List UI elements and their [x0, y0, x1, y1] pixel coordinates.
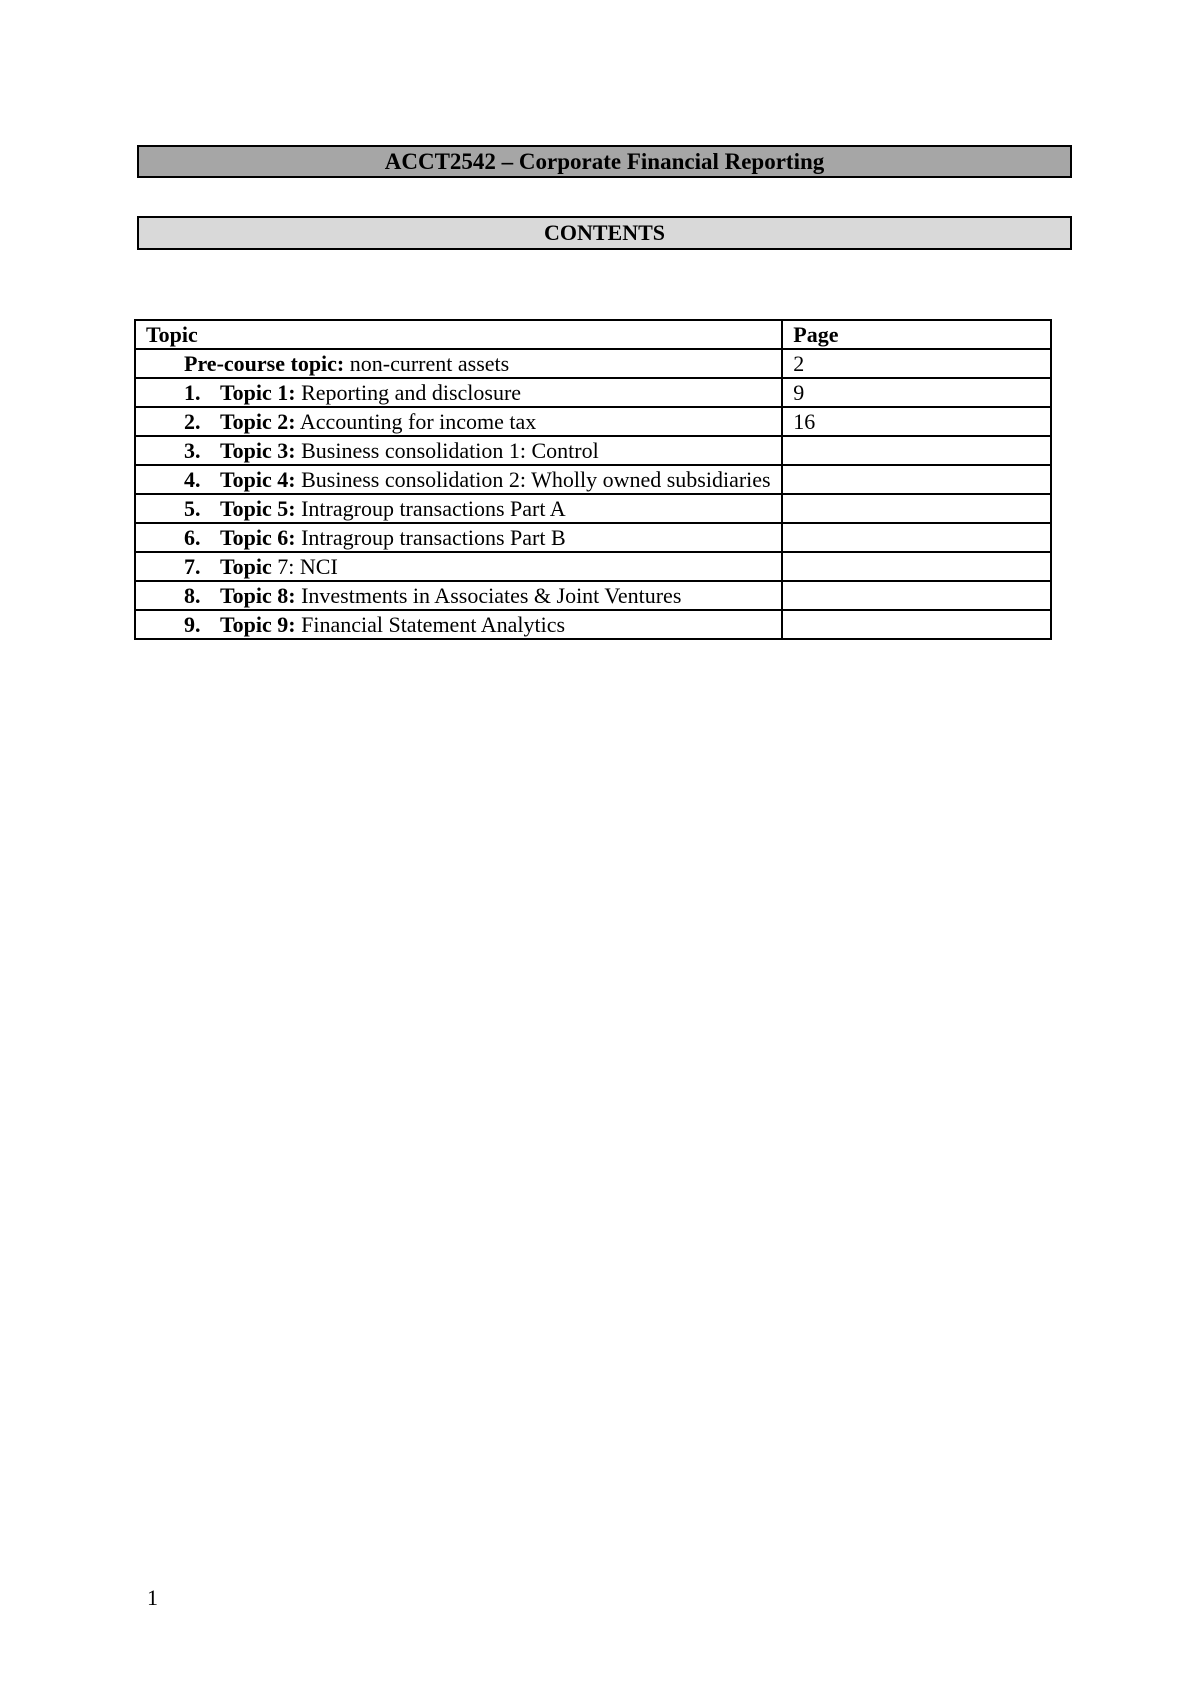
- topic-cell: [135, 407, 782, 436]
- page-cell: 16: [782, 407, 1051, 436]
- topic-cell: [135, 494, 782, 523]
- table-row: [135, 494, 1051, 523]
- topic-number: 1.: [184, 380, 201, 405]
- topic-cell: [135, 436, 782, 465]
- topic-label: Topic 8:: [220, 583, 296, 608]
- topic-cell: [135, 523, 782, 552]
- topic-cell: [135, 465, 782, 494]
- page-cell: [782, 610, 1051, 639]
- table-row: [135, 436, 1051, 465]
- topic-number: 5.: [184, 496, 201, 521]
- topic-entry: [146, 553, 771, 580]
- table-row: [135, 378, 1051, 407]
- topic-entry: [146, 524, 771, 551]
- topic-label: Topic 9:: [220, 612, 296, 637]
- topic-entry: [146, 611, 771, 638]
- topic-cell: [135, 581, 782, 610]
- topic-entry: [146, 437, 771, 464]
- topic-number: 9.: [184, 612, 201, 637]
- table-row: [135, 407, 1051, 436]
- document-title: ACCT2542 – Corporate Financial Reporting: [137, 145, 1072, 178]
- topic-text: Reporting and disclosure: [295, 380, 522, 405]
- topic-cell: [135, 552, 782, 581]
- topic-text: Business consolidation 1: Control: [295, 438, 599, 463]
- topic-label: Topic 5:: [220, 496, 296, 521]
- page-cell: [782, 494, 1051, 523]
- topic-text: Business consolidation 2: Wholly owned subsidiaries: [295, 467, 771, 492]
- topic-label: Topic 4:: [220, 467, 296, 492]
- column-header-page: Page: [782, 320, 1051, 349]
- topic-text: Accounting for income tax: [295, 409, 537, 434]
- topic-entry: [146, 379, 771, 406]
- topic-text: 7: NCI: [271, 554, 338, 579]
- topic-number: 2.: [184, 409, 201, 434]
- page-cell: [782, 523, 1051, 552]
- table-row: [135, 523, 1051, 552]
- topic-cell: [135, 610, 782, 639]
- page-cell: [782, 552, 1051, 581]
- topic-number: 4.: [184, 467, 201, 492]
- table-header-row: [135, 320, 1051, 349]
- page-cell: [782, 465, 1051, 494]
- contents-heading: CONTENTS: [137, 216, 1072, 250]
- page-number: 1: [147, 1585, 158, 1610]
- topic-label: Topic 2:: [220, 409, 296, 434]
- topic-entry: [146, 408, 771, 435]
- column-header-topic: Topic: [135, 320, 782, 349]
- topic-entry: [146, 582, 771, 609]
- topic-entry: [146, 495, 771, 522]
- table-row: [135, 581, 1051, 610]
- page-cell: 9: [782, 378, 1051, 407]
- topic-number: 3.: [184, 438, 201, 463]
- contents-table: [134, 319, 1052, 640]
- topic-number: 8.: [184, 583, 201, 608]
- topic-entry: [146, 350, 771, 377]
- topic-label: Topic 3:: [220, 438, 296, 463]
- topic-text: Financial Statement Analytics: [295, 612, 566, 637]
- topic-text: Intragroup transactions Part B: [295, 525, 566, 550]
- page-cell: [782, 581, 1051, 610]
- topic-entry: [146, 466, 771, 493]
- page-cell: [782, 436, 1051, 465]
- topic-text: non-current assets: [344, 351, 510, 376]
- topic-label: Topic 1:: [220, 380, 296, 405]
- topic-number: 7.: [184, 554, 201, 579]
- table-row: [135, 552, 1051, 581]
- topic-number: 6.: [184, 525, 201, 550]
- topic-label: Topic: [220, 554, 272, 579]
- table-row: [135, 349, 1051, 378]
- page-cell: 2: [782, 349, 1051, 378]
- table-row: [135, 465, 1051, 494]
- topic-text: Investments in Associates & Joint Ventures: [295, 583, 682, 608]
- table-row: [135, 610, 1051, 639]
- topic-label: Topic 6:: [220, 525, 296, 550]
- topic-text: Intragroup transactions Part A: [295, 496, 566, 521]
- topic-label: Pre-course topic:: [184, 351, 345, 376]
- topic-cell: [135, 349, 782, 378]
- topic-cell: [135, 378, 782, 407]
